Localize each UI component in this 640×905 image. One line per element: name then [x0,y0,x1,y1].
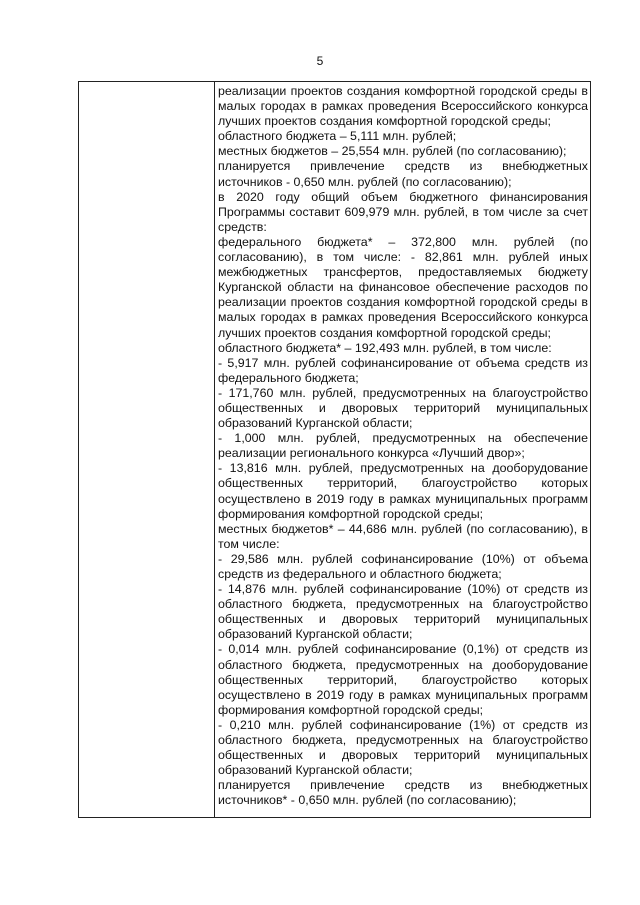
paragraph: планируется привлечение средств из внебюджетных источников* - 0,650 млн. рублей (по согласованию); [218,778,588,808]
financing-table [78,81,591,818]
page-number: 5 [316,54,324,68]
paragraph: - 0,014 млн. рублей софинансирование (0,1%) от средств из областного бюджета, предусмотренных на дооборудование общественных территорий, благоустройство которых осуществлено в 2019 году в рамках муниципальных программ формирования комфортной городской среды; [218,642,588,717]
paragraph: - 14,876 млн. рублей софинансирование (10%) от средств из областного бюджета, предусмотренных на благоустройство общественных и дворовых территорий муниципальных образований Курганской области; [218,582,588,642]
paragraph: реализации проектов создания комфортной городской среды в малых городах в рамках проведения Всероссийского конкурса лучших проектов создания комфортной городской среды; [218,84,588,129]
paragraph: федерального бюджета* – 372,800 млн. рублей (по согласованию), в том числе: - 82,861 млн. рублей иных межбюджетных трансфертов, предоставляемых бюджету Курганской области на финансовое обеспечение расходов по реализации проектов создания комфортной городской среды в малых городах в рамках проведения Всероссийского конкурса лучших проектов создания комфортной городской среды; [218,234,588,340]
paragraph: местных бюджетов – 25,554 млн. рублей (по согласованию); [218,144,567,159]
financing-text-cell [218,84,588,809]
paragraph: - 0,210 млн. рублей софинансирование (1%) от средств из областного бюджета, предусмотренных на благоустройство общественных и дворовых территорий муниципальных образований Курганской области; [218,717,588,778]
column-divider [214,82,215,817]
paragraph: в 2020 году общий объем бюджетного финансирования Программы составит 609,979 млн. рублей, в том числе за счет средств: [218,189,588,234]
paragraph: местных бюджетов* – 44,686 млн. рублей (по согласованию), в том числе: [218,521,588,551]
paragraph: - 1,000 млн. рублей, предусмотренных на обеспечение реализации регионального конкурса «Лучший двор»; [218,431,588,461]
paragraph: планируется привлечение средств из внебюджетных источников - 0,650 млн. рублей (по согласованию); [218,159,588,189]
paragraph: областного бюджета* – 192,493 млн. рублей, в том числе: [218,340,552,355]
paragraph: - 171,760 млн. рублей, предусмотренных на благоустройство общественных и дворовых территорий муниципальных образований Курганской области; [218,385,588,431]
paragraph: - 5,917 млн. рублей софинансирование от объема средств из федерального бюджета; [218,355,588,385]
paragraph: - 13,816 млн. рублей, предусмотренных на дооборудование общественных территорий, благоустройство которых осуществлено в 2019 году в рамках муниципальных программ формирования комфортной городской среды; [218,461,588,521]
paragraph: - 29,586 млн. рублей софинансирование (10%) от объема средств из федерального и областного бюджета; [218,551,588,581]
paragraph: областного бюджета – 5,111 млн. рублей; [218,129,457,144]
